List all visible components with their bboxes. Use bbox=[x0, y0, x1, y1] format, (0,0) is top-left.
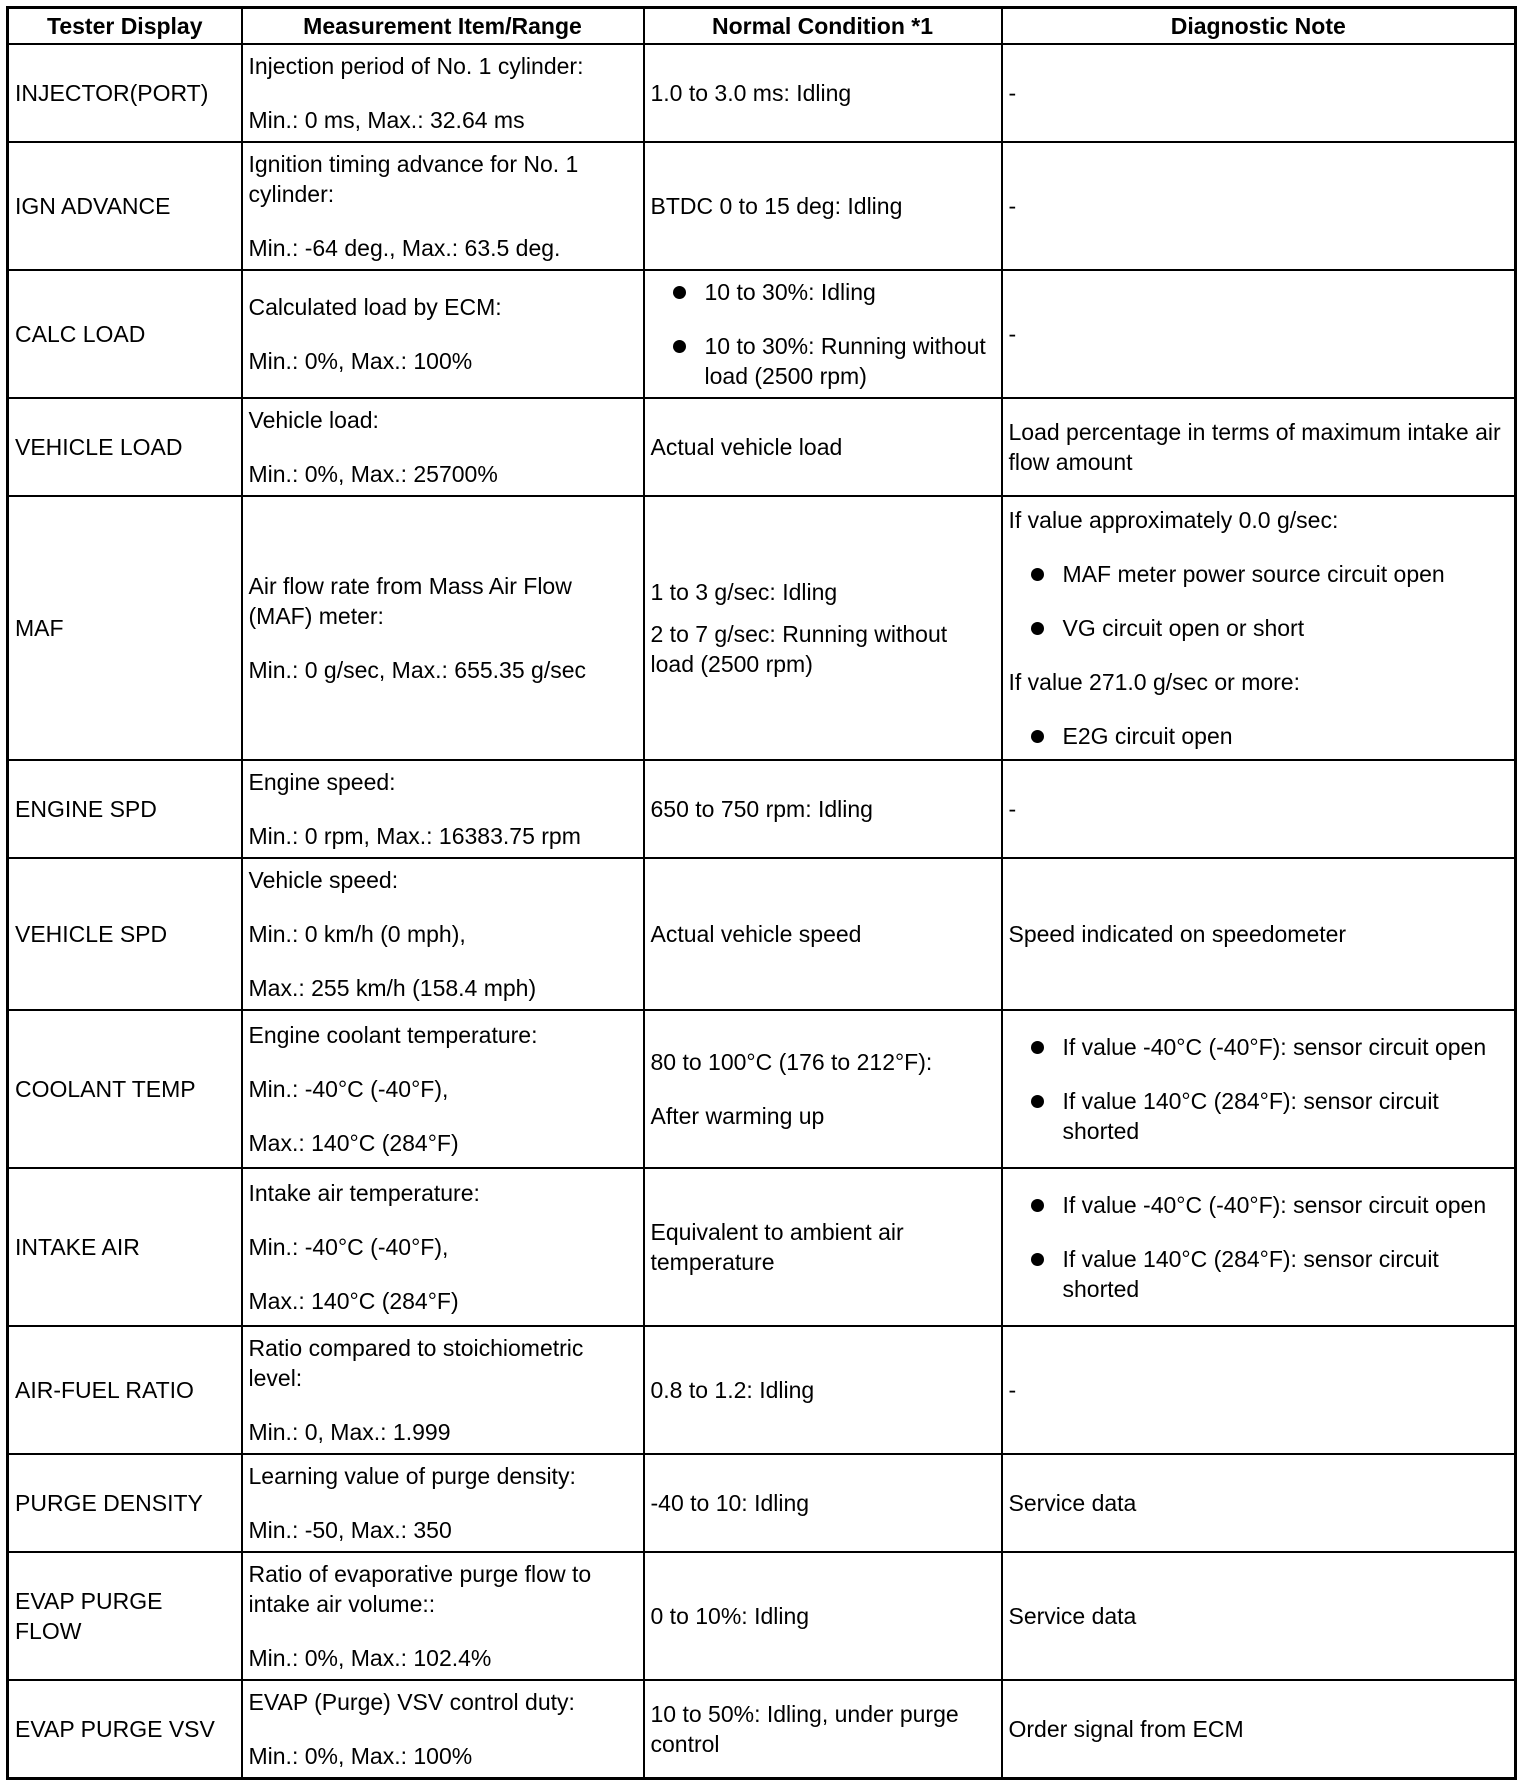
normal-condition-cell bbox=[644, 270, 1002, 398]
diagnostic-note-cell bbox=[1002, 1010, 1516, 1168]
bullet-icon bbox=[673, 286, 686, 299]
bullet-icon bbox=[1031, 1199, 1044, 1212]
normal-condition-cell: 1.0 to 3.0 ms: Idling bbox=[644, 44, 1002, 142]
bullet-icon bbox=[1031, 1041, 1044, 1054]
measurement-cell: Ignition timing advance for No. 1 cylinder: Min.: -64 deg., Max.: 63.5 deg. bbox=[242, 142, 644, 270]
tester-display-cell: CALC LOAD bbox=[8, 270, 242, 398]
tester-display-cell: EVAP PURGE VSV bbox=[8, 1680, 242, 1778]
header-measurement: Measurement Item/Range bbox=[242, 8, 644, 45]
header-row bbox=[8, 8, 1516, 45]
header-tester-display: Tester Display bbox=[8, 8, 242, 45]
table-row bbox=[8, 1010, 1516, 1168]
normal-condition-cell: 650 to 750 rpm: Idling bbox=[644, 760, 1002, 858]
diagnostic-note-cell: - bbox=[1002, 760, 1516, 858]
tester-display-cell: INJECTOR(PORT) bbox=[8, 44, 242, 142]
diagnostic-note-cell: Speed indicated on speedometer bbox=[1002, 858, 1516, 1010]
measurement-cell: Air flow rate from Mass Air Flow (MAF) meter: Min.: 0 g/sec, Max.: 655.35 g/sec bbox=[242, 496, 644, 760]
tester-display-cell: PURGE DENSITY bbox=[8, 1454, 242, 1552]
diagnostic-note-cell: - bbox=[1002, 44, 1516, 142]
table-row bbox=[8, 44, 1516, 142]
measurement-cell: Ratio compared to stoichiometric level: Min.: 0, Max.: 1.999 bbox=[242, 1326, 644, 1454]
data-list-table bbox=[6, 6, 1517, 1780]
measurement-cell: Vehicle load: Min.: 0%, Max.: 25700% bbox=[242, 398, 644, 496]
measurement-cell: Engine speed: Min.: 0 rpm, Max.: 16383.75 rpm bbox=[242, 760, 644, 858]
table-row bbox=[8, 1454, 1516, 1552]
header-normal-condition: Normal Condition *1 bbox=[644, 8, 1002, 45]
list-item: MAF meter power source circuit open bbox=[1009, 559, 1509, 589]
normal-condition-cell: 0 to 10%: Idling bbox=[644, 1552, 1002, 1680]
diagnostic-note-cell: Service data bbox=[1002, 1552, 1516, 1680]
diagnostic-note-cell: Order signal from ECM bbox=[1002, 1680, 1516, 1778]
tester-display-cell: COOLANT TEMP bbox=[8, 1010, 242, 1168]
tester-display-cell: AIR-FUEL RATIO bbox=[8, 1326, 242, 1454]
measurement-cell: Ratio of evaporative purge flow to intake air volume:: Min.: 0%, Max.: 102.4% bbox=[242, 1552, 644, 1680]
list-item: VG circuit open or short bbox=[1009, 613, 1509, 643]
measurement-cell: Intake air temperature: Min.: -40°C (-40°F), Max.: 140°C (284°F) bbox=[242, 1168, 644, 1326]
normal-condition-cell: BTDC 0 to 15 deg: Idling bbox=[644, 142, 1002, 270]
table-row bbox=[8, 760, 1516, 858]
table-row bbox=[8, 1680, 1516, 1778]
list-item: If value 140°C (284°F): sensor circuit shorted bbox=[1009, 1244, 1509, 1304]
tester-display-cell: IGN ADVANCE bbox=[8, 142, 242, 270]
diagnostic-note-cell bbox=[1002, 1168, 1516, 1326]
tester-display-cell: ENGINE SPD bbox=[8, 760, 242, 858]
measurement-cell: Learning value of purge density: Min.: -50, Max.: 350 bbox=[242, 1454, 644, 1552]
tester-display-cell: MAF bbox=[8, 496, 242, 760]
normal-condition-cell: -40 to 10: Idling bbox=[644, 1454, 1002, 1552]
bullet-icon bbox=[673, 340, 686, 353]
measurement-cell: Injection period of No. 1 cylinder: Min.: 0 ms, Max.: 32.64 ms bbox=[242, 44, 644, 142]
measurement-cell: Engine coolant temperature: Min.: -40°C (-40°F), Max.: 140°C (284°F) bbox=[242, 1010, 644, 1168]
tester-display-cell: VEHICLE SPD bbox=[8, 858, 242, 1010]
bullet-icon bbox=[1031, 622, 1044, 635]
list-item: E2G circuit open bbox=[1009, 721, 1509, 751]
normal-condition-cell: 1 to 3 g/sec: Idling 2 to 7 g/sec: Running without load (2500 rpm) bbox=[644, 496, 1002, 760]
table-row bbox=[8, 142, 1516, 270]
normal-condition-cell: 0.8 to 1.2: Idling bbox=[644, 1326, 1002, 1454]
table-row bbox=[8, 496, 1516, 760]
data-list-sheet bbox=[6, 6, 1514, 1776]
table-row bbox=[8, 270, 1516, 398]
normal-condition-cell: Equivalent to ambient air temperature bbox=[644, 1168, 1002, 1326]
tester-display-cell: EVAP PURGE FLOW bbox=[8, 1552, 242, 1680]
measurement-cell: EVAP (Purge) VSV control duty: Min.: 0%, Max.: 100% bbox=[242, 1680, 644, 1778]
bullet-icon bbox=[1031, 730, 1044, 743]
bullet-icon bbox=[1031, 1253, 1044, 1266]
list-item: 10 to 30%: Running without load (2500 rpm) bbox=[651, 331, 995, 391]
bullet-icon bbox=[1031, 568, 1044, 581]
tester-display-cell: INTAKE AIR bbox=[8, 1168, 242, 1326]
diagnostic-note-cell: - bbox=[1002, 270, 1516, 398]
table-row bbox=[8, 1168, 1516, 1326]
table-row bbox=[8, 1552, 1516, 1680]
diagnostic-note-cell: Service data bbox=[1002, 1454, 1516, 1552]
diagnostic-note-cell: Load percentage in terms of maximum intake air flow amount bbox=[1002, 398, 1516, 496]
table-row bbox=[8, 858, 1516, 1010]
bullet-icon bbox=[1031, 1095, 1044, 1108]
list-item: If value -40°C (-40°F): sensor circuit open bbox=[1009, 1032, 1509, 1062]
header-diagnostic-note: Diagnostic Note bbox=[1002, 8, 1516, 45]
diagnostic-note-cell: - bbox=[1002, 1326, 1516, 1454]
normal-condition-cell: 10 to 50%: Idling, under purge control bbox=[644, 1680, 1002, 1778]
list-item: 10 to 30%: Idling bbox=[651, 277, 995, 307]
measurement-cell: Calculated load by ECM: Min.: 0%, Max.: 100% bbox=[242, 270, 644, 398]
tester-display-cell: VEHICLE LOAD bbox=[8, 398, 242, 496]
table-row bbox=[8, 398, 1516, 496]
diagnostic-note-cell: If value approximately 0.0 g/sec: MAF meter power source circuit open VG circuit open or short If value 271.0 g/sec or more: E2G circuit open bbox=[1002, 496, 1516, 760]
diagnostic-note-cell: - bbox=[1002, 142, 1516, 270]
list-item: If value 140°C (284°F): sensor circuit shorted bbox=[1009, 1086, 1509, 1146]
normal-condition-cell: Actual vehicle speed bbox=[644, 858, 1002, 1010]
measurement-cell: Vehicle speed: Min.: 0 km/h (0 mph), Max.: 255 km/h (158.4 mph) bbox=[242, 858, 644, 1010]
table-row bbox=[8, 1326, 1516, 1454]
list-item: If value -40°C (-40°F): sensor circuit open bbox=[1009, 1190, 1509, 1220]
normal-condition-cell: 80 to 100°C (176 to 212°F): After warming up bbox=[644, 1010, 1002, 1168]
normal-condition-cell: Actual vehicle load bbox=[644, 398, 1002, 496]
